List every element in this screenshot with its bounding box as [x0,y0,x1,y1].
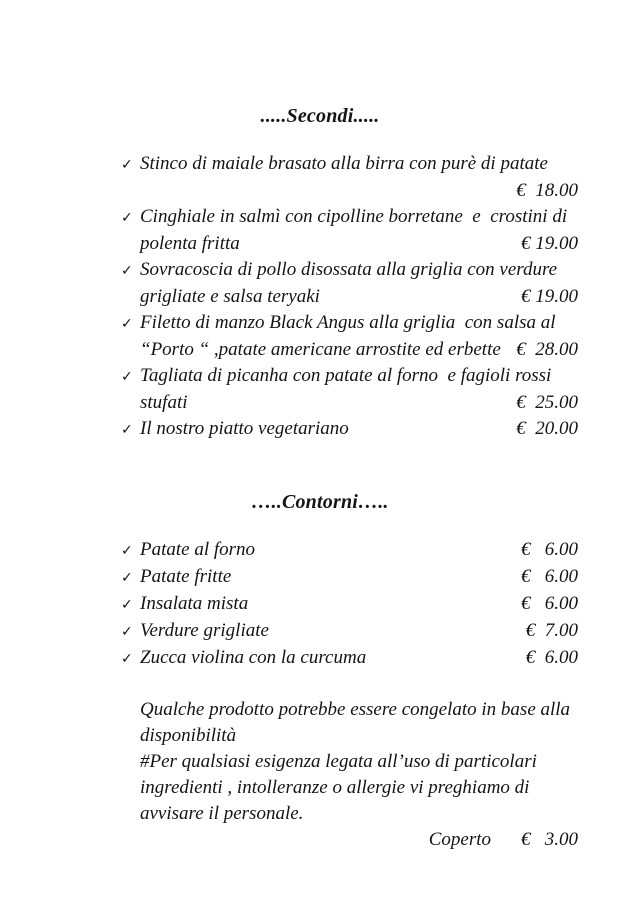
item-text: Zucca violina con la curcuma [140,647,367,668]
item-text: Stinco di maiale brasato alla birra con purè di patate [140,153,548,174]
coperto-price: € 3.00 [521,829,578,850]
item-text: Patate al forno [140,539,256,560]
menu-row [121,151,578,178]
check-icon: ✓ [121,543,133,559]
item-price: € 19.00 [521,233,578,254]
item-text: Filetto di manzo Black Angus alla griglia con salsa al [140,312,556,333]
check-icon: ✓ [121,570,133,586]
menu-row [121,618,578,645]
menu-row [121,178,578,204]
coperto-label: Coperto [428,829,491,850]
item-text: Verdure grigliate [140,620,269,641]
check-icon: ✓ [121,210,133,226]
item-price: € 28.00 [516,339,578,360]
menu-row [121,363,578,390]
menu-row [121,390,578,416]
item-price: € 18.00 [516,180,578,201]
menu-row [121,204,578,231]
contorni-list [121,537,578,672]
menu-row [121,257,578,284]
item-text: “Porto “ ,patate americane arrostite ed erbette [140,339,501,360]
note-line: disponibilità [140,725,237,746]
check-icon: ✓ [121,651,133,667]
note-line: ingredienti , intolleranze o allergie vi preghiamo di [140,777,530,798]
check-icon: ✓ [121,597,133,613]
item-price: € 6.00 [521,593,578,614]
item-text: Il nostro piatto vegetariano [140,418,349,439]
menu-row [121,591,578,618]
item-text: Sovracoscia di pollo disossata alla griglia con verdure [140,259,558,280]
section-title-contorni: …..Contorni….. [251,491,389,513]
check-icon: ✓ [121,263,133,279]
check-icon: ✓ [121,157,133,173]
menu-row [121,231,578,257]
item-price: € 6.00 [521,566,578,587]
menu-row [121,284,578,310]
menu-row [121,537,578,564]
secondi-list [121,151,578,443]
item-text: grigliate e salsa teryaki [140,286,320,307]
note-line: Qualche prodotto potrebbe essere congelato in base alla [140,699,571,720]
item-text: Insalata mista [140,593,249,614]
check-icon: ✓ [121,624,133,640]
item-price: € 6.00 [525,647,578,668]
note-line: avvisare il personale. [140,803,304,824]
menu-row [121,645,578,672]
item-text: Patate fritte [140,566,232,587]
check-icon: ✓ [121,316,133,332]
item-text: stufati [140,392,188,413]
item-price: € 20.00 [516,418,578,439]
item-price: € 19.00 [521,286,578,307]
section-title-secondi: .....Secondi..... [260,105,380,127]
item-text: Tagliata di picanha con patate al forno e fagioli rossi [140,365,552,386]
menu-row [121,416,578,443]
check-icon: ✓ [121,369,133,385]
menu-row [121,337,578,363]
item-text: polenta fritta [140,233,240,254]
item-price: € 6.00 [521,539,578,560]
check-icon: ✓ [121,422,133,438]
menu-row [121,310,578,337]
note-line: #Per qualsiasi esigenza legata all’uso di particolari [140,751,537,772]
coperto-row [140,827,578,853]
item-text: Cinghiale in salmì con cipolline borretane e crostini di [140,206,568,227]
item-price: € 25.00 [516,392,578,413]
notes-paragraph [140,697,578,827]
item-price: € 7.00 [525,620,578,641]
menu-row [121,564,578,591]
